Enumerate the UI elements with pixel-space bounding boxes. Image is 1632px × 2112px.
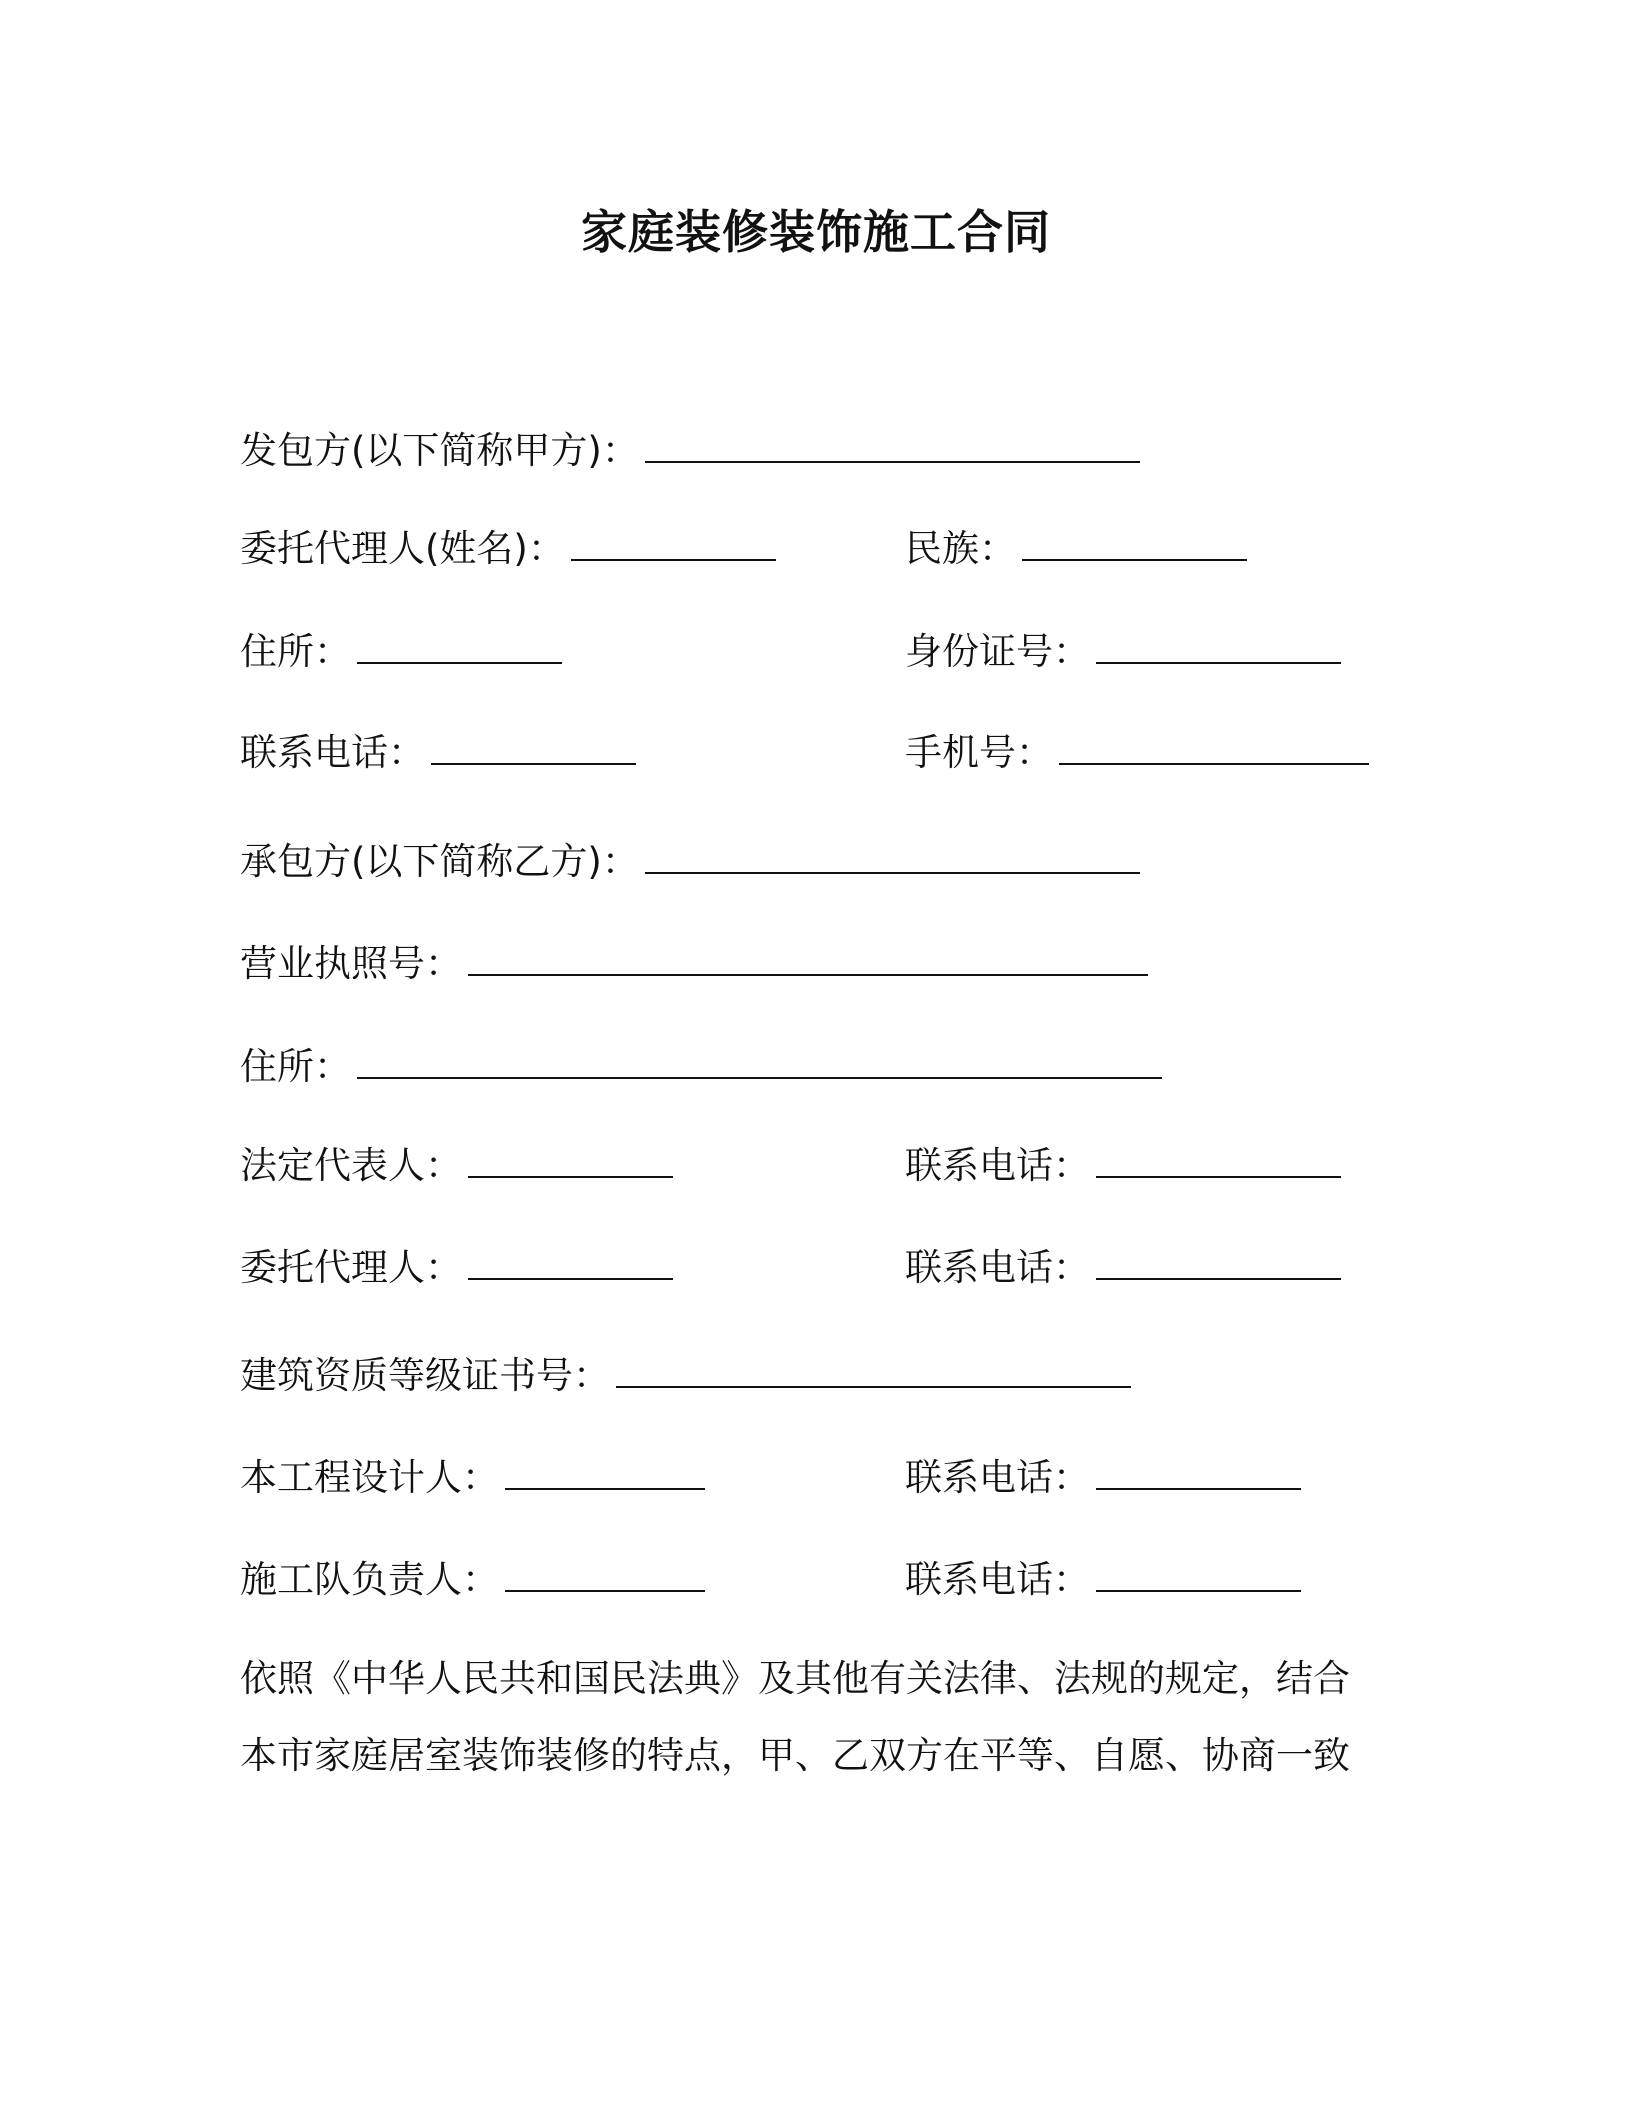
qualification-line xyxy=(240,1350,1131,1401)
address-b-line xyxy=(240,1041,1162,1092)
agent-b-blank[interactable] xyxy=(468,1242,673,1280)
license-line xyxy=(240,938,1148,989)
agent-b-label: 委托代理人： xyxy=(240,1246,462,1289)
party-b-line xyxy=(240,836,1140,887)
team-leader-line xyxy=(240,1554,705,1605)
team-leader-phone-blank[interactable] xyxy=(1096,1554,1301,1592)
team-leader-blank[interactable] xyxy=(505,1554,705,1592)
agent-name-label: 委托代理人(姓名)： xyxy=(240,527,565,570)
team-leader-label: 施工队负责人： xyxy=(240,1558,499,1601)
preamble-line-2: 本市家庭居室装饰装修的特点，甲、乙双方在平等、自愿、协商一致 xyxy=(240,1734,1350,1777)
mobile-label: 手机号： xyxy=(905,731,1053,774)
id-number-blank[interactable] xyxy=(1096,626,1341,664)
designer-phone-blank[interactable] xyxy=(1096,1452,1301,1490)
legal-rep-phone-line xyxy=(905,1140,1341,1191)
license-label: 营业执照号： xyxy=(240,942,462,985)
team-leader-phone-line xyxy=(905,1554,1301,1605)
agent-b-phone-label: 联系电话： xyxy=(905,1246,1090,1289)
party-b-label: 承包方(以下简称乙方)： xyxy=(240,840,639,883)
mobile-line xyxy=(905,727,1369,778)
phone-a-blank[interactable] xyxy=(431,727,636,765)
document-title: 家庭装修装饰施工合同 xyxy=(581,205,1051,259)
party-b-blank[interactable] xyxy=(645,836,1140,874)
team-leader-phone-label: 联系电话： xyxy=(905,1558,1090,1601)
party-a-blank[interactable] xyxy=(645,425,1140,463)
mobile-blank[interactable] xyxy=(1059,727,1369,765)
legal-rep-phone-label: 联系电话： xyxy=(905,1144,1090,1187)
legal-rep-phone-blank[interactable] xyxy=(1096,1140,1341,1178)
designer-phone-line xyxy=(905,1452,1301,1503)
designer-line xyxy=(240,1452,705,1503)
legal-rep-blank[interactable] xyxy=(468,1140,673,1178)
id-number-line xyxy=(905,626,1341,677)
agent-name-blank[interactable] xyxy=(571,523,776,561)
ethnicity-blank[interactable] xyxy=(1022,523,1247,561)
qualification-label: 建筑资质等级证书号： xyxy=(240,1354,610,1397)
agent-b-line xyxy=(240,1242,673,1293)
designer-phone-label: 联系电话： xyxy=(905,1456,1090,1499)
address-a-blank[interactable] xyxy=(357,626,562,664)
preamble-line-1: 依照《中华人民共和国民法典》及其他有关法律、法规的规定，结合 xyxy=(240,1657,1350,1700)
qualification-blank[interactable] xyxy=(616,1350,1131,1388)
license-blank[interactable] xyxy=(468,938,1148,976)
ethnicity-label: 民族： xyxy=(905,527,1016,570)
legal-rep-line xyxy=(240,1140,673,1191)
legal-rep-label: 法定代表人： xyxy=(240,1144,462,1187)
party-a-label: 发包方(以下简称甲方)： xyxy=(240,429,639,472)
designer-blank[interactable] xyxy=(505,1452,705,1490)
agent-b-phone-line xyxy=(905,1242,1341,1293)
address-a-label: 住所： xyxy=(240,630,351,673)
address-b-label: 住所： xyxy=(240,1045,351,1088)
agent-name-line xyxy=(240,523,776,574)
phone-a-line xyxy=(240,727,636,778)
address-a-line xyxy=(240,626,562,677)
party-a-line xyxy=(240,425,1140,476)
agent-b-phone-blank[interactable] xyxy=(1096,1242,1341,1280)
id-number-label: 身份证号： xyxy=(905,630,1090,673)
designer-label: 本工程设计人： xyxy=(240,1456,499,1499)
ethnicity-line xyxy=(905,523,1247,574)
address-b-blank[interactable] xyxy=(357,1041,1162,1079)
phone-a-label: 联系电话： xyxy=(240,731,425,774)
